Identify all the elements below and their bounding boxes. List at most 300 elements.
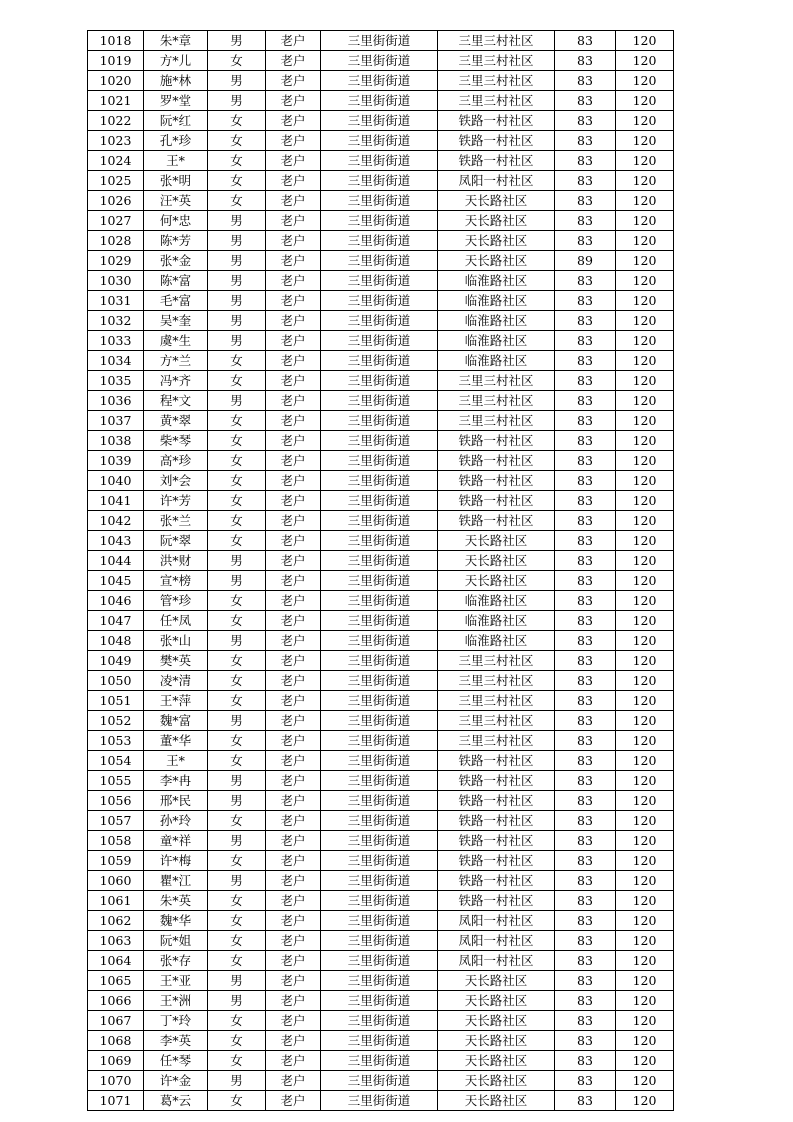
amount-cell: 83: [555, 271, 616, 291]
household-type-cell: 老户: [266, 511, 321, 531]
subdistrict-cell: 三里街街道: [321, 311, 438, 331]
name-cell: 樊*英: [144, 651, 208, 671]
table-row: [88, 531, 674, 551]
community-cell: 三里三村社区: [438, 651, 555, 671]
gender-cell: 男: [208, 771, 266, 791]
row-number-cell: 1063: [88, 931, 144, 951]
row-number-cell: 1030: [88, 271, 144, 291]
standard-cell: 120: [616, 1051, 674, 1071]
table-row: [88, 991, 674, 1011]
community-cell: 三里三村社区: [438, 391, 555, 411]
community-cell: 天长路社区: [438, 251, 555, 271]
standard-cell: 120: [616, 411, 674, 431]
subdistrict-cell: 三里街街道: [321, 791, 438, 811]
amount-cell: 83: [555, 591, 616, 611]
gender-cell: 男: [208, 231, 266, 251]
gender-cell: 女: [208, 671, 266, 691]
amount-cell: 83: [555, 1071, 616, 1091]
name-cell: 冯*齐: [144, 371, 208, 391]
subdistrict-cell: 三里街街道: [321, 511, 438, 531]
subdistrict-cell: 三里街街道: [321, 911, 438, 931]
amount-cell: 83: [555, 751, 616, 771]
gender-cell: 女: [208, 371, 266, 391]
table-row: [88, 691, 674, 711]
subdistrict-cell: 三里街街道: [321, 571, 438, 591]
amount-cell: 83: [555, 951, 616, 971]
community-cell: 铁路一村社区: [438, 131, 555, 151]
standard-cell: 120: [616, 651, 674, 671]
standard-cell: 120: [616, 471, 674, 491]
row-number-cell: 1029: [88, 251, 144, 271]
row-number-cell: 1062: [88, 911, 144, 931]
amount-cell: 83: [555, 891, 616, 911]
household-type-cell: 老户: [266, 1031, 321, 1051]
subdistrict-cell: 三里街街道: [321, 671, 438, 691]
gender-cell: 女: [208, 851, 266, 871]
household-type-cell: 老户: [266, 31, 321, 51]
community-cell: 天长路社区: [438, 971, 555, 991]
row-number-cell: 1046: [88, 591, 144, 611]
household-type-cell: 老户: [266, 751, 321, 771]
subdistrict-cell: 三里街街道: [321, 91, 438, 111]
community-cell: 铁路一村社区: [438, 151, 555, 171]
table-row: [88, 51, 674, 71]
gender-cell: 女: [208, 731, 266, 751]
subdistrict-cell: 三里街街道: [321, 451, 438, 471]
community-cell: 三里三村社区: [438, 371, 555, 391]
amount-cell: 83: [555, 571, 616, 591]
household-type-cell: 老户: [266, 91, 321, 111]
standard-cell: 120: [616, 551, 674, 571]
household-type-cell: 老户: [266, 1011, 321, 1031]
name-cell: 朱*章: [144, 31, 208, 51]
gender-cell: 女: [208, 1011, 266, 1031]
community-cell: 三里三村社区: [438, 411, 555, 431]
name-cell: 童*祥: [144, 831, 208, 851]
table-row: [88, 811, 674, 831]
household-type-cell: 老户: [266, 531, 321, 551]
household-type-cell: 老户: [266, 1071, 321, 1091]
subdistrict-cell: 三里街街道: [321, 71, 438, 91]
name-cell: 邢*民: [144, 791, 208, 811]
amount-cell: 83: [555, 191, 616, 211]
row-number-cell: 1025: [88, 171, 144, 191]
community-cell: 临淮路社区: [438, 611, 555, 631]
standard-cell: 120: [616, 511, 674, 531]
amount-cell: 83: [555, 831, 616, 851]
standard-cell: 120: [616, 111, 674, 131]
gender-cell: 男: [208, 31, 266, 51]
table-row: [88, 251, 674, 271]
row-number-cell: 1049: [88, 651, 144, 671]
name-cell: 黄*翠: [144, 411, 208, 431]
table-row: [88, 711, 674, 731]
amount-cell: 83: [555, 411, 616, 431]
community-cell: 天长路社区: [438, 1071, 555, 1091]
gender-cell: 男: [208, 571, 266, 591]
community-cell: 天长路社区: [438, 211, 555, 231]
row-number-cell: 1045: [88, 571, 144, 591]
name-cell: 凌*清: [144, 671, 208, 691]
standard-cell: 120: [616, 811, 674, 831]
subdistrict-cell: 三里街街道: [321, 611, 438, 631]
gender-cell: 女: [208, 1091, 266, 1111]
gender-cell: 女: [208, 51, 266, 71]
gender-cell: 女: [208, 531, 266, 551]
household-type-cell: 老户: [266, 151, 321, 171]
gender-cell: 男: [208, 391, 266, 411]
standard-cell: 120: [616, 271, 674, 291]
standard-cell: 120: [616, 731, 674, 751]
subdistrict-cell: 三里街街道: [321, 751, 438, 771]
name-cell: 虞*生: [144, 331, 208, 351]
row-number-cell: 1051: [88, 691, 144, 711]
name-cell: 洪*财: [144, 551, 208, 571]
gender-cell: 女: [208, 911, 266, 931]
subdistrict-cell: 三里街街道: [321, 271, 438, 291]
row-number-cell: 1044: [88, 551, 144, 571]
standard-cell: 120: [616, 911, 674, 931]
subdistrict-cell: 三里街街道: [321, 211, 438, 231]
row-number-cell: 1032: [88, 311, 144, 331]
subdistrict-cell: 三里街街道: [321, 1071, 438, 1091]
amount-cell: 83: [555, 471, 616, 491]
row-number-cell: 1022: [88, 111, 144, 131]
standard-cell: 120: [616, 571, 674, 591]
row-number-cell: 1021: [88, 91, 144, 111]
name-cell: 王*亚: [144, 971, 208, 991]
community-cell: 凤阳一村社区: [438, 951, 555, 971]
household-type-cell: 老户: [266, 471, 321, 491]
name-cell: 朱*英: [144, 891, 208, 911]
amount-cell: 83: [555, 1011, 616, 1031]
row-number-cell: 1024: [88, 151, 144, 171]
amount-cell: 83: [555, 91, 616, 111]
standard-cell: 120: [616, 231, 674, 251]
community-cell: 铁路一村社区: [438, 771, 555, 791]
household-type-cell: 老户: [266, 71, 321, 91]
table-row: [88, 791, 674, 811]
table-row: [88, 271, 674, 291]
amount-cell: 83: [555, 771, 616, 791]
name-cell: 陈*富: [144, 271, 208, 291]
community-cell: 天长路社区: [438, 551, 555, 571]
household-type-cell: 老户: [266, 551, 321, 571]
community-cell: 临淮路社区: [438, 291, 555, 311]
standard-cell: 120: [616, 1011, 674, 1031]
amount-cell: 83: [555, 811, 616, 831]
community-cell: 临淮路社区: [438, 591, 555, 611]
community-cell: 铁路一村社区: [438, 471, 555, 491]
amount-cell: 83: [555, 111, 616, 131]
household-type-cell: 老户: [266, 391, 321, 411]
row-number-cell: 1056: [88, 791, 144, 811]
household-type-cell: 老户: [266, 251, 321, 271]
row-number-cell: 1028: [88, 231, 144, 251]
community-cell: 三里三村社区: [438, 71, 555, 91]
amount-cell: 83: [555, 871, 616, 891]
name-cell: 汪*英: [144, 191, 208, 211]
community-cell: 铁路一村社区: [438, 791, 555, 811]
amount-cell: 83: [555, 711, 616, 731]
row-number-cell: 1064: [88, 951, 144, 971]
subdistrict-cell: 三里街街道: [321, 691, 438, 711]
table-row: [88, 231, 674, 251]
table-row: [88, 671, 674, 691]
community-cell: 铁路一村社区: [438, 431, 555, 451]
table-row: [88, 1051, 674, 1071]
subdistrict-cell: 三里街街道: [321, 811, 438, 831]
standard-cell: 120: [616, 771, 674, 791]
table-row: [88, 171, 674, 191]
gender-cell: 女: [208, 691, 266, 711]
row-number-cell: 1068: [88, 1031, 144, 1051]
row-number-cell: 1047: [88, 611, 144, 631]
subdistrict-cell: 三里街街道: [321, 551, 438, 571]
household-type-cell: 老户: [266, 171, 321, 191]
subdistrict-cell: 三里街街道: [321, 891, 438, 911]
amount-cell: 83: [555, 531, 616, 551]
community-cell: 临淮路社区: [438, 351, 555, 371]
amount-cell: 83: [555, 611, 616, 631]
household-type-cell: 老户: [266, 791, 321, 811]
subdistrict-cell: 三里街街道: [321, 471, 438, 491]
subdistrict-cell: 三里街街道: [321, 771, 438, 791]
standard-cell: 120: [616, 451, 674, 471]
standard-cell: 120: [616, 951, 674, 971]
household-type-cell: 老户: [266, 691, 321, 711]
gender-cell: 女: [208, 591, 266, 611]
gender-cell: 女: [208, 431, 266, 451]
community-cell: 三里三村社区: [438, 671, 555, 691]
table-row: [88, 551, 674, 571]
community-cell: 凤阳一村社区: [438, 931, 555, 951]
household-type-cell: 老户: [266, 491, 321, 511]
row-number-cell: 1059: [88, 851, 144, 871]
name-cell: 管*珍: [144, 591, 208, 611]
amount-cell: 83: [555, 551, 616, 571]
standard-cell: 120: [616, 191, 674, 211]
standard-cell: 120: [616, 711, 674, 731]
name-cell: 孙*玲: [144, 811, 208, 831]
table-row: [88, 591, 674, 611]
name-cell: 张*存: [144, 951, 208, 971]
table-row: [88, 1031, 674, 1051]
standard-cell: 120: [616, 291, 674, 311]
amount-cell: 83: [555, 991, 616, 1011]
table-row: [88, 971, 674, 991]
row-number-cell: 1026: [88, 191, 144, 211]
standard-cell: 120: [616, 491, 674, 511]
subdistrict-cell: 三里街街道: [321, 971, 438, 991]
household-type-cell: 老户: [266, 271, 321, 291]
amount-cell: 83: [555, 1091, 616, 1111]
table-row: [88, 1071, 674, 1091]
subdistrict-cell: 三里街街道: [321, 31, 438, 51]
subdistrict-cell: 三里街街道: [321, 251, 438, 271]
row-number-cell: 1053: [88, 731, 144, 751]
household-type-cell: 老户: [266, 311, 321, 331]
standard-cell: 120: [616, 171, 674, 191]
gender-cell: 男: [208, 711, 266, 731]
gender-cell: 女: [208, 171, 266, 191]
row-number-cell: 1058: [88, 831, 144, 851]
standard-cell: 120: [616, 971, 674, 991]
standard-cell: 120: [616, 831, 674, 851]
standard-cell: 120: [616, 751, 674, 771]
amount-cell: 89: [555, 251, 616, 271]
gender-cell: 男: [208, 291, 266, 311]
subdistrict-cell: 三里街街道: [321, 491, 438, 511]
name-cell: 方*儿: [144, 51, 208, 71]
community-cell: 天长路社区: [438, 1011, 555, 1031]
standard-cell: 120: [616, 151, 674, 171]
household-type-cell: 老户: [266, 851, 321, 871]
subdistrict-cell: 三里街街道: [321, 711, 438, 731]
row-number-cell: 1027: [88, 211, 144, 231]
community-cell: 三里三村社区: [438, 711, 555, 731]
amount-cell: 83: [555, 511, 616, 531]
standard-cell: 120: [616, 331, 674, 351]
household-type-cell: 老户: [266, 611, 321, 631]
table-row: [88, 431, 674, 451]
amount-cell: 83: [555, 331, 616, 351]
standard-cell: 120: [616, 91, 674, 111]
gender-cell: 女: [208, 891, 266, 911]
subdistrict-cell: 三里街街道: [321, 391, 438, 411]
name-cell: 阮*红: [144, 111, 208, 131]
subdistrict-cell: 三里街街道: [321, 731, 438, 751]
standard-cell: 120: [616, 891, 674, 911]
table-row: [88, 511, 674, 531]
row-number-cell: 1043: [88, 531, 144, 551]
name-cell: 孔*珍: [144, 131, 208, 151]
community-cell: 三里三村社区: [438, 731, 555, 751]
gender-cell: 女: [208, 1031, 266, 1051]
standard-cell: 120: [616, 431, 674, 451]
amount-cell: 83: [555, 391, 616, 411]
household-type-cell: 老户: [266, 231, 321, 251]
community-cell: 天长路社区: [438, 571, 555, 591]
table-row: [88, 891, 674, 911]
gender-cell: 女: [208, 931, 266, 951]
subdistrict-cell: 三里街街道: [321, 1011, 438, 1031]
name-cell: 丁*玲: [144, 1011, 208, 1031]
household-type-cell: 老户: [266, 631, 321, 651]
household-type-cell: 老户: [266, 291, 321, 311]
amount-cell: 83: [555, 131, 616, 151]
gender-cell: 男: [208, 271, 266, 291]
household-type-cell: 老户: [266, 971, 321, 991]
standard-cell: 120: [616, 51, 674, 71]
amount-cell: 83: [555, 171, 616, 191]
name-cell: 任*琴: [144, 1051, 208, 1071]
roster-table-body: [88, 31, 674, 1111]
table-row: [88, 191, 674, 211]
standard-cell: 120: [616, 311, 674, 331]
subdistrict-cell: 三里街街道: [321, 371, 438, 391]
gender-cell: 女: [208, 1051, 266, 1071]
community-cell: 铁路一村社区: [438, 871, 555, 891]
table-row: [88, 1011, 674, 1031]
name-cell: 李*冉: [144, 771, 208, 791]
gender-cell: 男: [208, 331, 266, 351]
household-type-cell: 老户: [266, 411, 321, 431]
table-row: [88, 111, 674, 131]
amount-cell: 83: [555, 731, 616, 751]
roster-table: [87, 30, 674, 1111]
household-type-cell: 老户: [266, 671, 321, 691]
household-type-cell: 老户: [266, 991, 321, 1011]
standard-cell: 120: [616, 631, 674, 651]
table-row: [88, 951, 674, 971]
household-type-cell: 老户: [266, 451, 321, 471]
gender-cell: 女: [208, 811, 266, 831]
gender-cell: 女: [208, 451, 266, 471]
standard-cell: 120: [616, 931, 674, 951]
standard-cell: 120: [616, 591, 674, 611]
table-row: [88, 411, 674, 431]
gender-cell: 男: [208, 251, 266, 271]
amount-cell: 83: [555, 51, 616, 71]
subdistrict-cell: 三里街街道: [321, 331, 438, 351]
table-row: [88, 71, 674, 91]
row-number-cell: 1020: [88, 71, 144, 91]
table-row: [88, 871, 674, 891]
community-cell: 三里三村社区: [438, 691, 555, 711]
community-cell: 铁路一村社区: [438, 111, 555, 131]
subdistrict-cell: 三里街街道: [321, 151, 438, 171]
name-cell: 许*梅: [144, 851, 208, 871]
amount-cell: 83: [555, 1051, 616, 1071]
table-row: [88, 931, 674, 951]
name-cell: 王*萍: [144, 691, 208, 711]
name-cell: 王*: [144, 751, 208, 771]
name-cell: 李*英: [144, 1031, 208, 1051]
name-cell: 柴*琴: [144, 431, 208, 451]
standard-cell: 120: [616, 1031, 674, 1051]
table-row: [88, 571, 674, 591]
row-number-cell: 1031: [88, 291, 144, 311]
subdistrict-cell: 三里街街道: [321, 171, 438, 191]
community-cell: 三里三村社区: [438, 51, 555, 71]
amount-cell: 83: [555, 71, 616, 91]
name-cell: 宣*榜: [144, 571, 208, 591]
subdistrict-cell: 三里街街道: [321, 231, 438, 251]
community-cell: 天长路社区: [438, 531, 555, 551]
community-cell: 铁路一村社区: [438, 751, 555, 771]
name-cell: 阮*姐: [144, 931, 208, 951]
household-type-cell: 老户: [266, 731, 321, 751]
row-number-cell: 1034: [88, 351, 144, 371]
household-type-cell: 老户: [266, 871, 321, 891]
gender-cell: 女: [208, 491, 266, 511]
subdistrict-cell: 三里街街道: [321, 431, 438, 451]
standard-cell: 120: [616, 1091, 674, 1111]
gender-cell: 女: [208, 751, 266, 771]
standard-cell: 120: [616, 691, 674, 711]
name-cell: 程*文: [144, 391, 208, 411]
amount-cell: 83: [555, 351, 616, 371]
row-number-cell: 1040: [88, 471, 144, 491]
subdistrict-cell: 三里街街道: [321, 831, 438, 851]
standard-cell: 120: [616, 531, 674, 551]
subdistrict-cell: 三里街街道: [321, 351, 438, 371]
table-row: [88, 831, 674, 851]
row-number-cell: 1070: [88, 1071, 144, 1091]
row-number-cell: 1023: [88, 131, 144, 151]
table-row: [88, 631, 674, 651]
